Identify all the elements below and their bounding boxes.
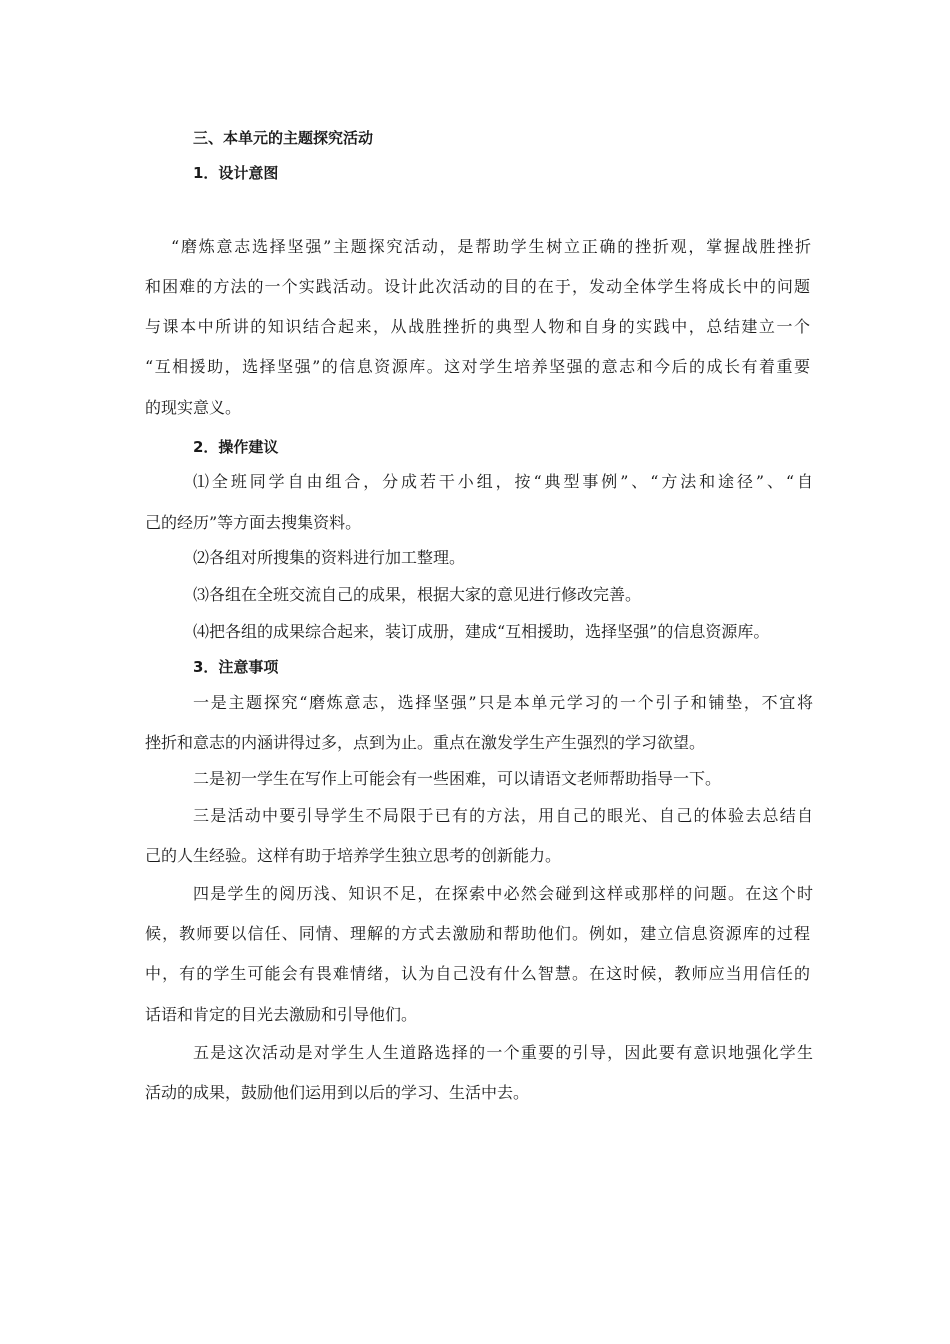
- paragraph-line: 中，有的学生可能会有畏难情绪，认为自己没有什么智慧。在这时候，教师应当用信任的: [145, 964, 810, 983]
- subheading-operation-advice: 2．操作建议: [193, 438, 279, 456]
- paragraph-line: 五是这次活动是对学生人生道路选择的一个重要的引导，因此要有意识地强化学生: [193, 1043, 813, 1062]
- paragraph-line: 一是主题探究“磨炼意志，选择坚强”只是本单元学习的一个引子和铺垫，不宜将: [193, 693, 813, 712]
- paragraph-line: 己的人生经验。这样有助于培养学生独立思考的创新能力。: [145, 846, 562, 865]
- section-title: 三、本单元的主题探究活动: [193, 129, 374, 147]
- paragraph-line: 四是学生的阅历浅、知识不足，在探索中必然会碰到这样或那样的问题。在这个时: [193, 884, 813, 903]
- subheading-design-intent: 1．设计意图: [193, 164, 279, 182]
- paragraph-line: 活动的成果，鼓励他们运用到以后的学习、生活中去。: [145, 1083, 530, 1102]
- paragraph-line: ⑷把各组的成果综合起来，装订成册，建成“互相援助，选择坚强”的信息资源库。: [193, 622, 770, 641]
- paragraph-line: 二是初一学生在写作上可能会有一些困难，可以请语文老师帮助指导一下。: [193, 769, 722, 788]
- subheading-notes: 3．注意事项: [193, 658, 279, 676]
- paragraph-line: ⑵各组对所搜集的资料进行加工整理。: [193, 548, 466, 567]
- paragraph-line: “互相援助，选择坚强”的信息资源库。这对学生培养坚强的意志和今后的成长有着重要: [145, 357, 810, 376]
- paragraph-line: 的现实意义。: [145, 398, 242, 417]
- paragraph-line: ⑶各组在全班交流自己的成果，根据大家的意见进行修改完善。: [193, 585, 642, 604]
- paragraph-line: 与课本中所讲的知识结合起来，从战胜挫折的典型人物和自身的实践中，总结建立一个: [145, 317, 810, 336]
- paragraph-line: 和困难的方法的一个实践活动。设计此次活动的目的在于，发动全体学生将成长中的问题: [145, 277, 810, 296]
- paragraph-line: 己的经历”等方面去搜集资料。: [145, 513, 362, 532]
- paragraph-line: ⑴全班同学自由组合，分成若干小组，按“典型事例”、“方法和途径”、“自: [193, 472, 813, 491]
- paragraph-line: “磨炼意志选择坚强”主题探究活动，是帮助学生树立正确的挫折观，掌握战胜挫折: [171, 237, 811, 256]
- paragraph-line: 挫折和意志的内涵讲得过多，点到为止。重点在激发学生产生强烈的学习欲望。: [145, 733, 706, 752]
- paragraph-line: 话语和肯定的目光去激励和引导他们。: [145, 1005, 418, 1024]
- paragraph-line: 候，教师要以信任、同情、理解的方式去激励和帮助他们。例如，建立信息资源库的过程: [145, 924, 810, 943]
- paragraph-line: 三是活动中要引导学生不局限于已有的方法，用自己的眼光、自己的体验去总结自: [193, 806, 813, 825]
